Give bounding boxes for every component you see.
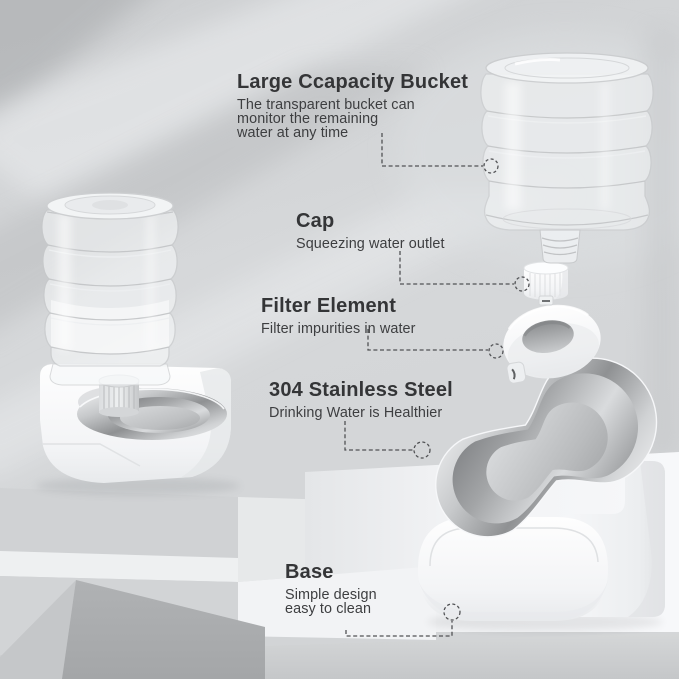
- part-description-steel: Drinking Water is Healthier: [269, 405, 443, 421]
- part-description-filter: Filter impurities in water: [261, 321, 416, 337]
- part-title-base: Base: [285, 561, 334, 583]
- annotation-base: [285, 561, 377, 617]
- part-description-base: Simple design easy to clean: [285, 587, 377, 617]
- part-description-bucket: The transparent bucket can monitor the remaining water at any time: [237, 97, 415, 141]
- part-title-filter: Filter Element: [261, 295, 397, 317]
- part-title-cap: Cap: [296, 210, 335, 232]
- dispenser-bucket: [42, 193, 178, 385]
- annotation-steel: [269, 379, 453, 421]
- annotation-bucket: [237, 71, 468, 140]
- part-title-bucket: Large Ccapacity Bucket: [237, 71, 469, 93]
- annotation-filter: [261, 295, 416, 337]
- part-title-steel: 304 Stainless Steel: [269, 379, 453, 401]
- part-description-cap: Squeezing water outlet: [296, 236, 445, 252]
- annotation-cap: [296, 210, 445, 252]
